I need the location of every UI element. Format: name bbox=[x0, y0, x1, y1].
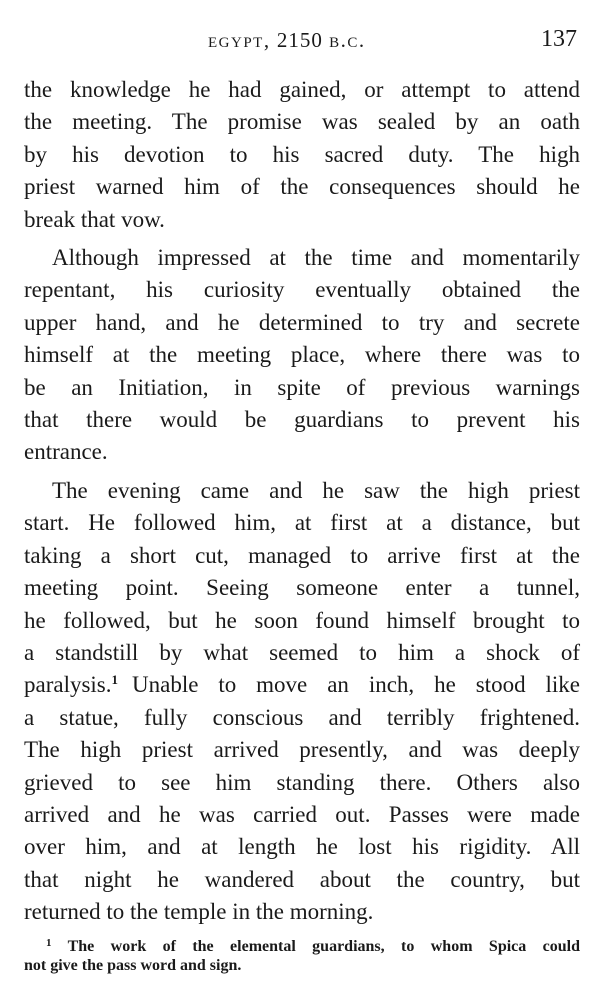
text-line: the meeting. The promise was sealed by an oath bbox=[24, 109, 580, 135]
text-line: returned to the temple in the morning. bbox=[24, 899, 374, 925]
text-line: The high priest arrived presently, and was deeply bbox=[24, 737, 580, 763]
text-line: the knowledge he had gained, or attempt to attend bbox=[24, 77, 580, 102]
paragraph-2 bbox=[24, 242, 580, 469]
running-head bbox=[0, 26, 600, 56]
text-line: himself at the meeting place, where there was to bbox=[24, 342, 580, 368]
text-line: that there would be guardians to prevent his bbox=[24, 407, 580, 433]
paragraph-1 bbox=[24, 74, 580, 236]
text-line: by his devotion to his sacred duty. The high bbox=[24, 141, 580, 167]
footnote-reference: 1 bbox=[111, 672, 119, 688]
line-end-text: Unable to move an inch, he stood like bbox=[132, 672, 580, 698]
footnote-marker: 1 bbox=[46, 937, 52, 949]
text-line: a statue, fully conscious and terribly frightened. bbox=[24, 704, 580, 730]
text-line: he followed, but he soon found himself brought to bbox=[24, 607, 580, 633]
text-line-with-footnote bbox=[24, 669, 580, 701]
running-title-prefix: egypt, bbox=[208, 28, 271, 52]
running-title-date: 2150 bbox=[276, 28, 323, 52]
text-line: a standstill by what seemed to him a shock of bbox=[24, 639, 580, 665]
text-line: repentant, his curiosity eventually obtained the bbox=[24, 277, 580, 303]
footnote-text-1: The work of the elemental guardians, to whom Spica could bbox=[67, 938, 580, 955]
text-line: Although impressed at the time and momentarily bbox=[52, 245, 580, 271]
text-line: upper hand, and he determined to try and secrete bbox=[24, 309, 580, 335]
text-line: meeting point. Seeing someone enter a tunnel, bbox=[24, 575, 580, 601]
running-title bbox=[208, 28, 366, 53]
line-start bbox=[24, 669, 118, 701]
page-number: 137 bbox=[541, 26, 577, 52]
text-line: taking a short cut, managed to arrive first at the bbox=[24, 542, 580, 568]
text-line: break that vow. bbox=[24, 206, 165, 232]
text-line: The evening came and he saw the high priest bbox=[52, 477, 580, 503]
text-line: that night he wandered about the country, but bbox=[24, 866, 580, 892]
text-line: start. He followed him, at first at a distance, but bbox=[24, 510, 580, 536]
running-title-suffix: b.c. bbox=[329, 28, 366, 52]
paragraph-3 bbox=[24, 475, 580, 929]
body-text bbox=[24, 74, 580, 929]
text-line: grieved to see him standing there. Others also bbox=[24, 769, 580, 795]
footnote-line-1 bbox=[24, 937, 580, 956]
text-line: priest warned him of the consequences should he bbox=[24, 174, 580, 200]
text-line: over him, and at length he lost his rigidity. All bbox=[24, 834, 580, 860]
text-line: entrance. bbox=[24, 439, 108, 465]
footnote bbox=[24, 937, 580, 975]
text-line: be an Initiation, in spite of previous warnings bbox=[24, 374, 580, 400]
line-start-text: paralysis. bbox=[24, 672, 112, 698]
footnote-line-2: not give the pass word and sign. bbox=[24, 957, 242, 974]
text-line: arrived and he was carried out. Passes were made bbox=[24, 801, 580, 827]
